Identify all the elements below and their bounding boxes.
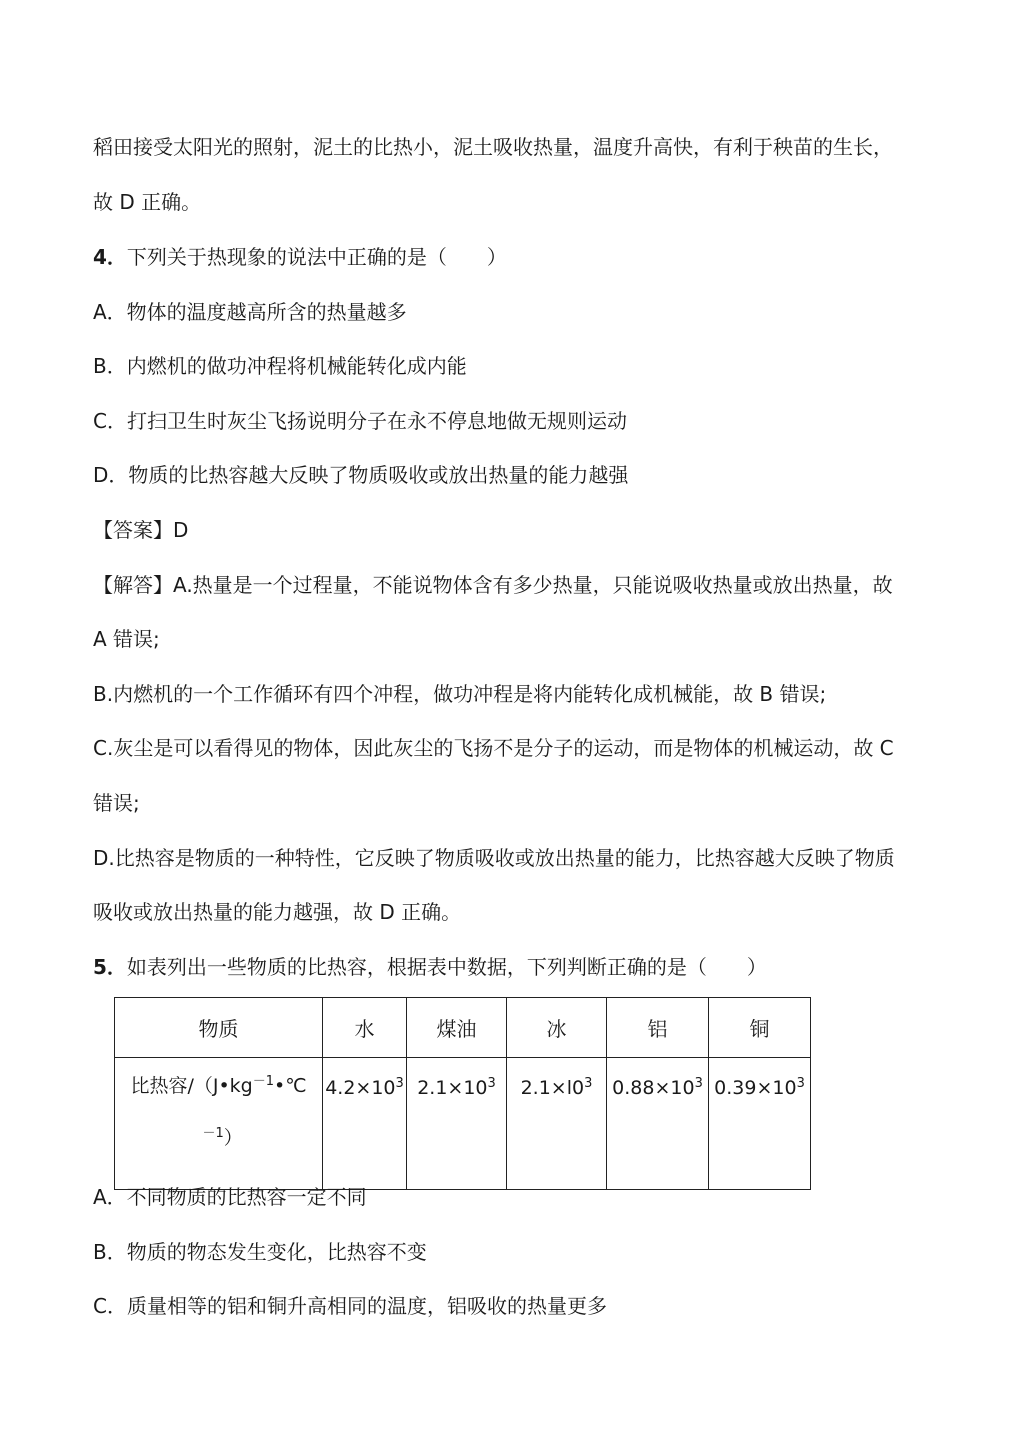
option-c: C．打扫卫生时灰尘飞扬说明分子在永不停息地做无规则运动 (93, 409, 627, 433)
table-cell (607, 1058, 709, 1190)
option-a: A．不同物质的比热容一定不同 (93, 1185, 367, 1209)
option-b: B．内燃机的做功冲程将机械能转化成内能 (93, 354, 467, 378)
option-b: B．物质的物态发生变化，比热容不变 (93, 1240, 427, 1264)
exponent: －1 (252, 1074, 274, 1089)
table-header-cell: 铜 (709, 998, 811, 1058)
solution-line: 【解答】A.热量是一个过程量，不能说物体含有多少热量，只能说吸收热量或放出热量，故 (93, 573, 893, 597)
exponent: 3 (395, 1076, 404, 1091)
row-label (130, 1058, 306, 1162)
row-label-text: ） (223, 1127, 243, 1149)
cell-value: 2.1×10 (417, 1077, 488, 1099)
row-label-cell (115, 1058, 323, 1190)
table-header-cell: 水 (323, 998, 407, 1058)
option-a: A．物体的温度越高所含的热量越多 (93, 300, 407, 324)
solution-line: D.比热容是物质的一种特性，它反映了物质吸收或放出热量的能力，比热容越大反映了物质 (93, 846, 895, 870)
solution-line: C.灰尘是可以看得见的物体，因此灰尘的飞扬不是分子的运动，而是物体的机械运动，故 C (93, 736, 894, 760)
cell-value: 2.1×l0 (520, 1077, 585, 1099)
solution-line: 错误; (93, 791, 140, 815)
question-text: 下列关于热现象的说法中正确的是（ ） (126, 245, 507, 269)
table-header-row (115, 998, 811, 1058)
exponent: －1 (202, 1126, 224, 1141)
question-4-stem (93, 243, 507, 271)
table-header-cell: 铝 (607, 998, 709, 1058)
answer: 【答案】D (93, 518, 189, 542)
table-cell (323, 1058, 407, 1190)
option-d: D．物质的比热容越大反映了物质吸收或放出热量的能力越强 (93, 463, 629, 487)
table-cell (407, 1058, 507, 1190)
question-text: 如表列出一些物质的比热容，根据表中数据，下列判断正确的是（ ） (126, 955, 767, 979)
solution-line: A 错误; (93, 627, 160, 651)
table-row (115, 1058, 811, 1190)
cell-value: 0.39×10 (714, 1077, 797, 1099)
exponent: 3 (584, 1076, 593, 1091)
solution-line: B.内燃机的一个工作循环有四个冲程，做功冲程是将内能转化成机械能，故 B 错误; (93, 682, 827, 706)
row-label-text: •℃ (274, 1075, 307, 1097)
row-label-line2 (130, 1110, 306, 1162)
table-cell (709, 1058, 811, 1190)
row-label-text: 比热容/（J•kg (130, 1075, 253, 1097)
question-number: 5． (93, 955, 127, 979)
option-c: C．质量相等的铝和铜升高相同的温度，铝吸收的热量更多 (93, 1294, 607, 1318)
table-header-cell: 煤油 (407, 998, 507, 1058)
table-cell (507, 1058, 607, 1190)
question-number: 4． (93, 245, 127, 269)
solution-line: 吸收或放出热量的能力越强，故 D 正确。 (93, 900, 462, 924)
cell-value: 4.2×10 (325, 1077, 396, 1099)
cell-value: 0.88×10 (612, 1077, 695, 1099)
exponent: 3 (487, 1076, 496, 1091)
exponent: 3 (694, 1076, 703, 1091)
text-line: 稻田接受太阳光的照射，泥土的比热小，泥土吸收热量，温度升高快，有利于秧苗的生长， (93, 135, 893, 159)
text-line: 故 D 正确。 (93, 190, 202, 214)
exponent: 3 (796, 1076, 805, 1091)
table-header-cell: 物质 (115, 998, 323, 1058)
table-header-cell: 冰 (507, 998, 607, 1058)
question-5-stem (93, 953, 767, 981)
specific-heat-table (114, 997, 811, 1190)
